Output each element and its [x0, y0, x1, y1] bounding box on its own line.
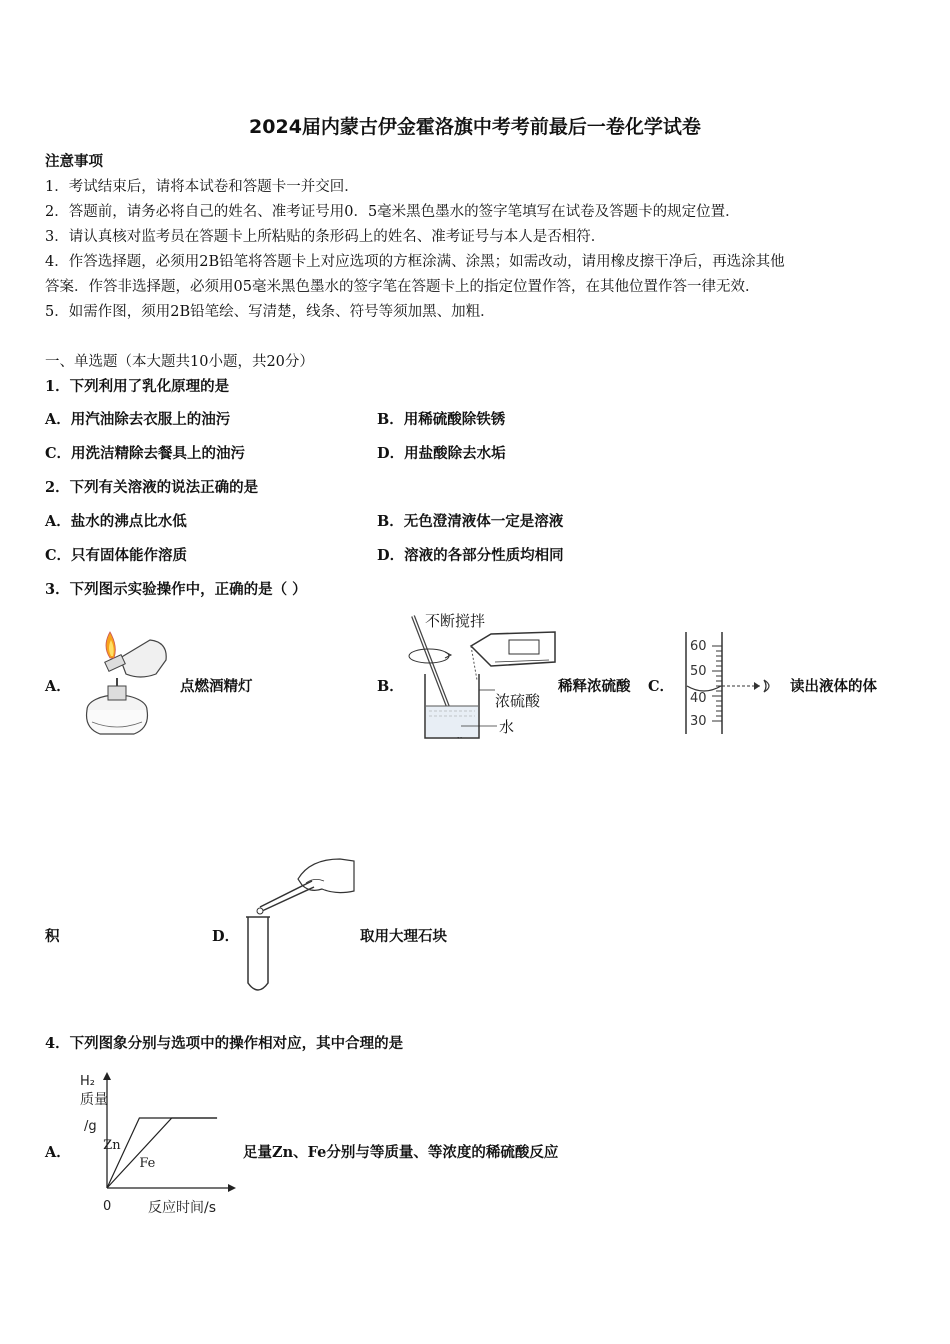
option-a-letter: A．	[45, 678, 71, 695]
question-stem: 4．下列图象分别与选项中的操作相对应，其中合理的是	[45, 1035, 404, 1052]
option-c: C．用洗洁精除去餐具上的油污	[45, 445, 246, 462]
option-d-letter: D．	[212, 928, 240, 945]
option-a: A．盐水的沸点比水低	[45, 513, 187, 530]
tick-label: 50	[690, 664, 707, 679]
notice-item: 答案．作答非选择题，必须用05毫米黑色墨水的签字笔在答题卡上的指定位置作答，在其他位置作答一律无效．	[45, 279, 760, 295]
tick-label: 60	[690, 639, 707, 654]
option-d-text: 取用大理石块	[360, 928, 447, 945]
section-heading: 一、单选题（本大题共10小题，共20分）	[45, 354, 314, 370]
question-stem: 3．下列图示实验操作中，正确的是（ ）	[45, 581, 307, 598]
label-acid: 浓硫酸	[495, 692, 541, 710]
option-c-text: 读出液体的体	[790, 678, 877, 695]
notice-heading: 注意事项	[45, 153, 103, 170]
option-b-text: 稀释浓硫酸	[558, 678, 631, 695]
option-d: D．溶液的各部分性质均相同	[377, 547, 564, 564]
series-label-zn: Zn	[103, 1138, 121, 1153]
option-a-text: 足量Zn、Fe分别与等质量、等浓度的稀硫酸反应	[243, 1144, 559, 1161]
graduated-cylinder-figure	[676, 630, 788, 736]
y-label-formula: H₂	[80, 1074, 95, 1089]
question-stem: 2．下列有关溶液的说法正确的是	[45, 479, 259, 496]
eye-icon	[764, 680, 769, 692]
series-label-fe: Fe	[139, 1156, 156, 1171]
label-stir: 不断搅拌	[425, 612, 486, 630]
option-b: B．无色澄清液体一定是溶液	[377, 513, 564, 530]
notice-item: 5．如需作图，须用2B铅笔绘、写清楚，线条、符号等须加黑、加粗．	[45, 304, 495, 320]
option-d: D．用盐酸除去水垢	[377, 445, 506, 462]
option-a-text: 点燃酒精灯	[180, 678, 253, 695]
y-label-text: 质量	[80, 1092, 108, 1108]
tick-label: 40	[690, 691, 707, 706]
take-marble-figure	[240, 855, 360, 1000]
option-c-text-continued: 积	[45, 928, 60, 945]
dilute-sulfuric-acid-figure	[405, 610, 555, 742]
y-label-unit: /g	[84, 1119, 97, 1134]
notice-item: 2．答题前，请务必将自己的姓名、准考证号用0．5毫米黑色墨水的签字笔填写在试卷及答题卡的规定位置．	[45, 204, 740, 220]
option-a-letter: A．	[45, 1144, 71, 1161]
option-b: B．用稀硫酸除铁锈	[377, 411, 506, 428]
option-c: C．只有固体能作溶质	[45, 547, 188, 564]
x-label: 反应时间/s	[148, 1200, 217, 1216]
option-b-letter: B．	[377, 678, 404, 695]
notice-item: 3．请认真核对监考员在答题卡上所粘贴的条形码上的姓名、准考证号与本人是否相符．	[45, 229, 606, 245]
page-title: 2024届内蒙古伊金霍洛旗中考考前最后一卷化学试卷	[249, 116, 701, 138]
label-water: 水	[499, 718, 515, 736]
option-a: A．用汽油除去衣服上的油污	[45, 411, 231, 428]
tick-label: 30	[690, 714, 707, 729]
h2-mass-chart	[70, 1068, 245, 1218]
option-c-letter: C．	[648, 678, 675, 695]
notice-item: 4．作答选择题，必须用2B铅笔将答题卡上对应选项的方框涂满、涂黑；如需改动，请用橡皮擦干净后，再选涂其他	[45, 254, 785, 270]
origin-label: 0	[103, 1199, 112, 1214]
alcohol-lamp-lighting-figure	[70, 628, 175, 740]
question-stem: 1．下列利用了乳化原理的是	[45, 378, 230, 395]
notice-item: 1．考试结束后，请将本试卷和答题卡一并交回．	[45, 179, 359, 195]
